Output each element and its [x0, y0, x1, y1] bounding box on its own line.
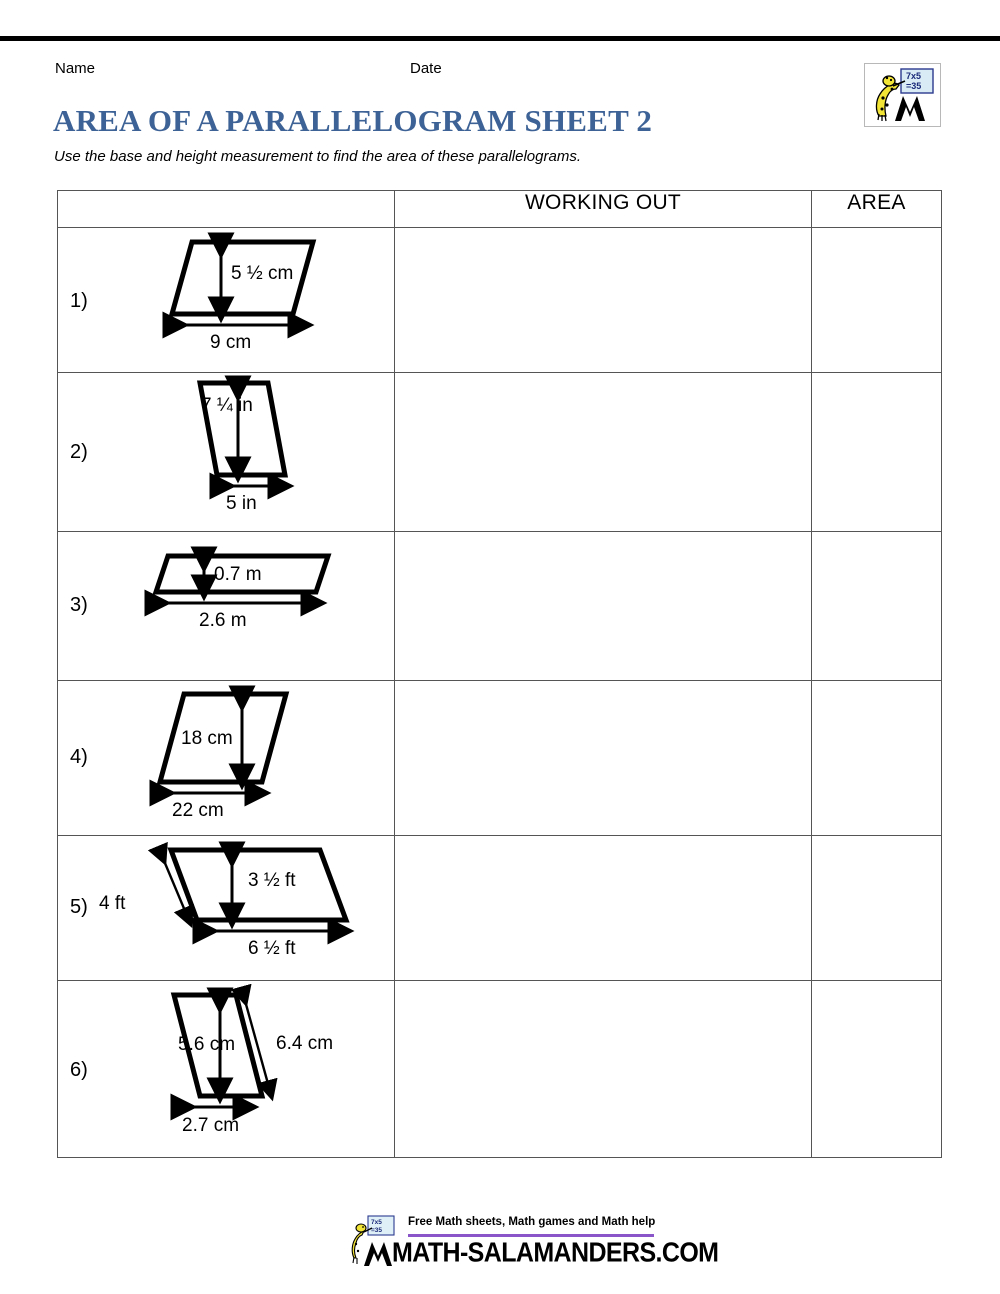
- side-label-6: 6.4 cm: [276, 1033, 334, 1054]
- svg-text:7x5: 7x5: [371, 1219, 382, 1226]
- height-label-2: 7 ¼ in: [201, 395, 253, 416]
- height-label-1: 5 ½ cm: [231, 263, 294, 284]
- working-out-cell-2[interactable]: [395, 373, 812, 532]
- problem-cell-1: [58, 228, 395, 373]
- problem-cell-2: [58, 373, 395, 532]
- problem-number-5: 5): [70, 896, 88, 918]
- parallelogram-figure-5: [58, 836, 395, 980]
- area-cell-5[interactable]: [812, 836, 942, 981]
- table-header-row: [58, 191, 942, 228]
- date-label: Date: [410, 60, 442, 77]
- parallelogram-figure-2: [58, 373, 395, 531]
- height-label-6: 5.6 cm: [178, 1034, 236, 1055]
- logo-board-line2: =35: [906, 81, 922, 91]
- area-cell-4[interactable]: [812, 681, 942, 836]
- math-salamanders-logo: [864, 63, 941, 127]
- svg-text:=35: =35: [371, 1227, 383, 1234]
- problem-cell-5: [58, 836, 395, 981]
- name-label: Name: [55, 60, 96, 77]
- page-title: AREA OF A PARALLELOGRAM SHEET 2: [53, 103, 653, 138]
- site-footer: [346, 1208, 719, 1280]
- working-out-cell-3[interactable]: [395, 532, 812, 681]
- height-label-3: 0.7 m: [214, 564, 262, 585]
- problem-number-6: 6): [70, 1059, 88, 1081]
- table-row: [58, 981, 942, 1158]
- table-row: [58, 373, 942, 532]
- height-label-5: 3 ½ ft: [248, 870, 296, 891]
- logo-board-line1: 7x5: [906, 71, 922, 81]
- problem-cell-6: [58, 981, 395, 1158]
- worksheet-table: [57, 190, 942, 1158]
- height-label-4: 18 cm: [181, 728, 233, 749]
- table-row: [58, 532, 942, 681]
- salamander-teacher-icon: [865, 64, 938, 124]
- working-out-cell-5[interactable]: [395, 836, 812, 981]
- header-cell-area: AREA: [812, 191, 942, 228]
- parallelogram-figure-1: [58, 228, 395, 372]
- working-out-cell-4[interactable]: [395, 681, 812, 836]
- working-out-cell-1[interactable]: [395, 228, 812, 373]
- parallelogram-figure-6: [58, 981, 395, 1157]
- area-cell-3[interactable]: [812, 532, 942, 681]
- problem-number-3: 3): [70, 594, 88, 616]
- base-label-4: 22 cm: [172, 800, 224, 821]
- base-label-5: 6 ½ ft: [248, 938, 296, 959]
- area-cell-2[interactable]: [812, 373, 942, 532]
- footer-site-name: MATH-SALAMANDERS.COM: [392, 1237, 719, 1269]
- header-cell-problem: [58, 191, 395, 228]
- table-row: [58, 681, 942, 836]
- problem-number-4: 4): [70, 746, 88, 768]
- problem-cell-4: [58, 681, 395, 836]
- parallelogram-figure-3: [58, 532, 395, 680]
- base-label-3: 2.6 m: [199, 610, 247, 631]
- working-out-cell-6[interactable]: [395, 981, 812, 1158]
- footer-tagline: Free Math sheets, Math games and Math help: [408, 1216, 656, 1228]
- area-cell-1[interactable]: [812, 228, 942, 373]
- problem-cell-3: [58, 532, 395, 681]
- header-cell-working-out: WORKING OUT: [395, 191, 812, 228]
- parallelogram-figure-4: [58, 681, 395, 835]
- problem-number-2: 2): [70, 441, 88, 463]
- base-label-1: 9 cm: [210, 332, 252, 353]
- table-row: [58, 228, 942, 373]
- problem-number-1: 1): [70, 290, 88, 312]
- table-row: [58, 836, 942, 981]
- side-label-5: 4 ft: [99, 893, 126, 914]
- area-cell-6[interactable]: [812, 981, 942, 1158]
- base-label-2: 5 in: [226, 493, 257, 514]
- page-instructions: Use the base and height measurement to find the area of these parallelograms.: [54, 148, 581, 165]
- top-divider-rule: [0, 36, 1000, 41]
- base-label-6: 2.7 cm: [182, 1115, 240, 1136]
